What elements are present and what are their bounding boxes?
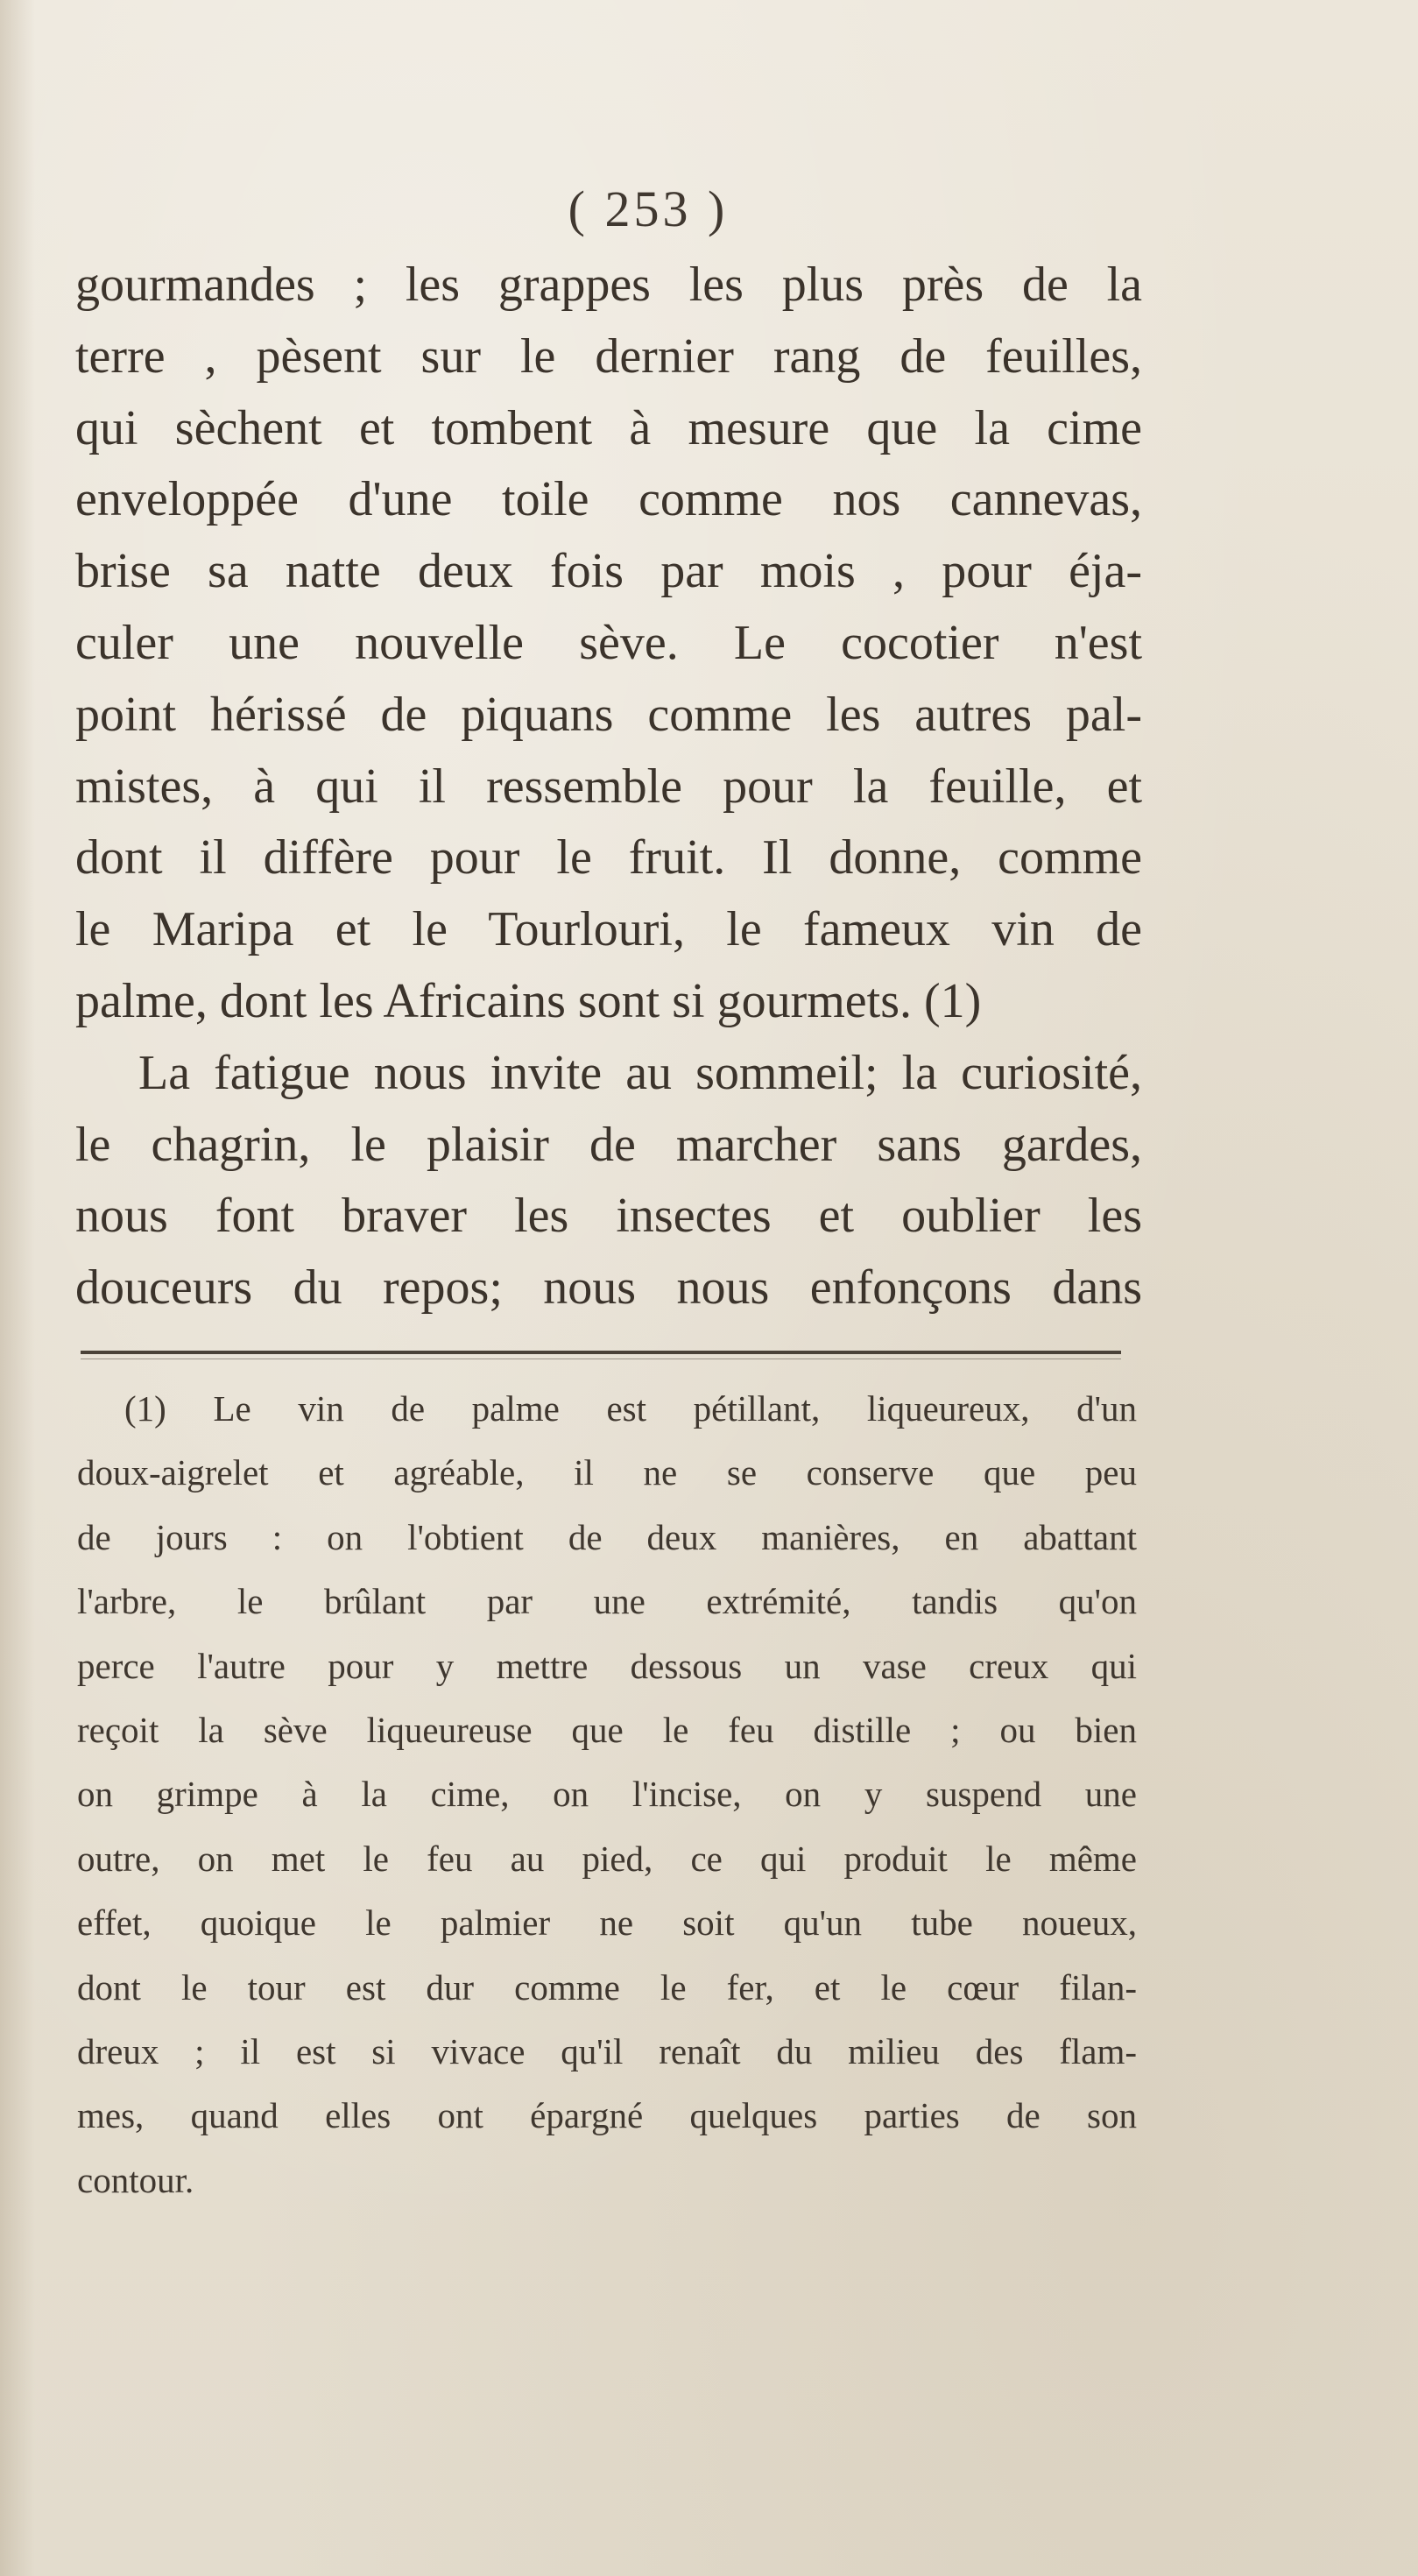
text-line: gourmandes ; les grappes les plus près de la (75, 258, 1142, 312)
text-line: douceurs du repos; nous nous enfonçons dans (75, 1260, 1142, 1316)
text-line: point hérissé de piquans comme les autres pal- (75, 687, 1142, 742)
footnote-block (77, 1377, 1137, 2213)
text-line: palme, dont les Africains sont si gourmets. (1) (75, 973, 982, 1028)
footnote-line: effet, quoique le palmier ne soit qu'un tube noueux, (77, 1902, 1137, 1944)
footnote-line: outre, on met le feu au pied, ce qui produit le même (77, 1838, 1137, 1879)
text-line: nous font braver les insectes et oublier les (75, 1189, 1142, 1244)
footnote-line: mes, quand elles ont épargné quelques parties de son (77, 2095, 1137, 2136)
footnote-line: contour. (77, 2159, 194, 2200)
main-text-block (75, 250, 1142, 1324)
text-line: dont il diffère pour le fruit. Il donne, comme (75, 830, 1142, 886)
footnote-separator (81, 1351, 1121, 1354)
page-number: ( 253 ) (568, 180, 729, 237)
text-line: le chagrin, le plaisir de marcher sans gardes, (75, 1117, 1142, 1172)
text-line: La fatigue nous invite au sommeil; la curiosité, (138, 1045, 1142, 1100)
page-edge-shadow (0, 0, 35, 2576)
footnote-line: reçoit la sève liqueureuse que le feu distille ; ou bien (77, 1710, 1137, 1751)
text-line: terre , pèsent sur le dernier rang de feuilles, (75, 328, 1142, 384)
text-line: enveloppée d'une toile comme nos cannevas, (75, 472, 1142, 527)
text-line: qui sèchent et tombent à mesure que la cime (75, 400, 1142, 455)
footnote-line: perce l'autre pour y mettre dessous un vase creux qui (77, 1645, 1137, 1686)
footnote-line: (1) Le vin de palme est pétillant, liqueureux, d'un (124, 1388, 1137, 1429)
text-line: brise sa natte deux fois par mois , pour éja- (75, 544, 1142, 599)
footnote-line: de jours : on l'obtient de deux manières, en abattant (77, 1516, 1137, 1557)
text-line: mistes, à qui il ressemble pour la feuille, et (75, 759, 1142, 814)
footnote-line: dreux ; il est si vivace qu'il renaît du milieu des flam- (77, 2031, 1137, 2072)
footnote-line: on grimpe à la cime, on l'incise, on y suspend une (77, 1774, 1137, 1815)
footnote-line: dont le tour est dur comme le fer, et le cœur filan- (77, 1966, 1137, 2008)
footnote-line: l'arbre, le brûlant par une extrémité, tandis qu'on (77, 1581, 1137, 1622)
text-line: culer une nouvelle sève. Le cocotier n'est (75, 615, 1142, 670)
text-line: le Maripa et le Tourlouri, le fameux vin de (75, 902, 1142, 957)
footnote-line: doux-aigrelet et agréable, il ne se conserve que peu (77, 1452, 1137, 1493)
